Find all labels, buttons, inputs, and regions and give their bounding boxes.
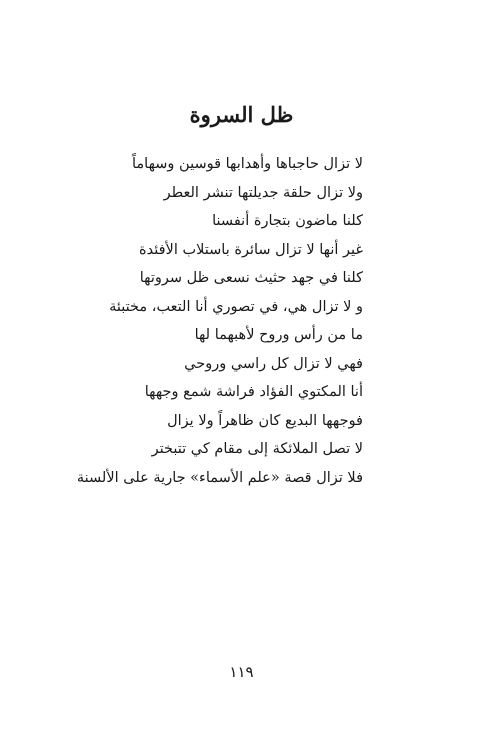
verse-line: غير أنها لا تزال سائرة باستلاب الأفئدة xyxy=(139,241,363,258)
verse-line: و لا تزال هي، في تصوري أنا التعب، مختبئة xyxy=(109,298,363,315)
verse-line: لا تزال حاجباها وأهدابها قوسين وسهاماً xyxy=(132,156,363,172)
verse-line: ولا تزال حلقة جديلتها تنشر العطر xyxy=(163,184,363,201)
verse-line: أنا المكتوي الفؤاد فراشة شمع وجهها xyxy=(144,384,363,400)
verse-line: فهي لا تزال كل راسي وروحي xyxy=(184,355,363,372)
poem-title: ظل السروة xyxy=(189,102,294,127)
verse-line: كلنا في جهد حثيث نسعى ظل سروتها xyxy=(139,270,363,286)
verse-line: لا تصل الملائكة إلى مقام كي تتبختر xyxy=(151,441,363,457)
verse-line: ما من رأس وروح لأهبهما لها xyxy=(194,327,363,343)
page-number: ١١٩ xyxy=(229,663,254,681)
poem-verses xyxy=(76,150,363,492)
verse-line: فوجهها البديع كان ظاهراً ولا يزال xyxy=(167,412,363,429)
verse-line: كلنا ماضون بتجارة أنفسنا xyxy=(212,213,363,229)
verse-line: فلا تزال قصة «علم الأسماء» جارية على الألسنة xyxy=(76,469,363,486)
